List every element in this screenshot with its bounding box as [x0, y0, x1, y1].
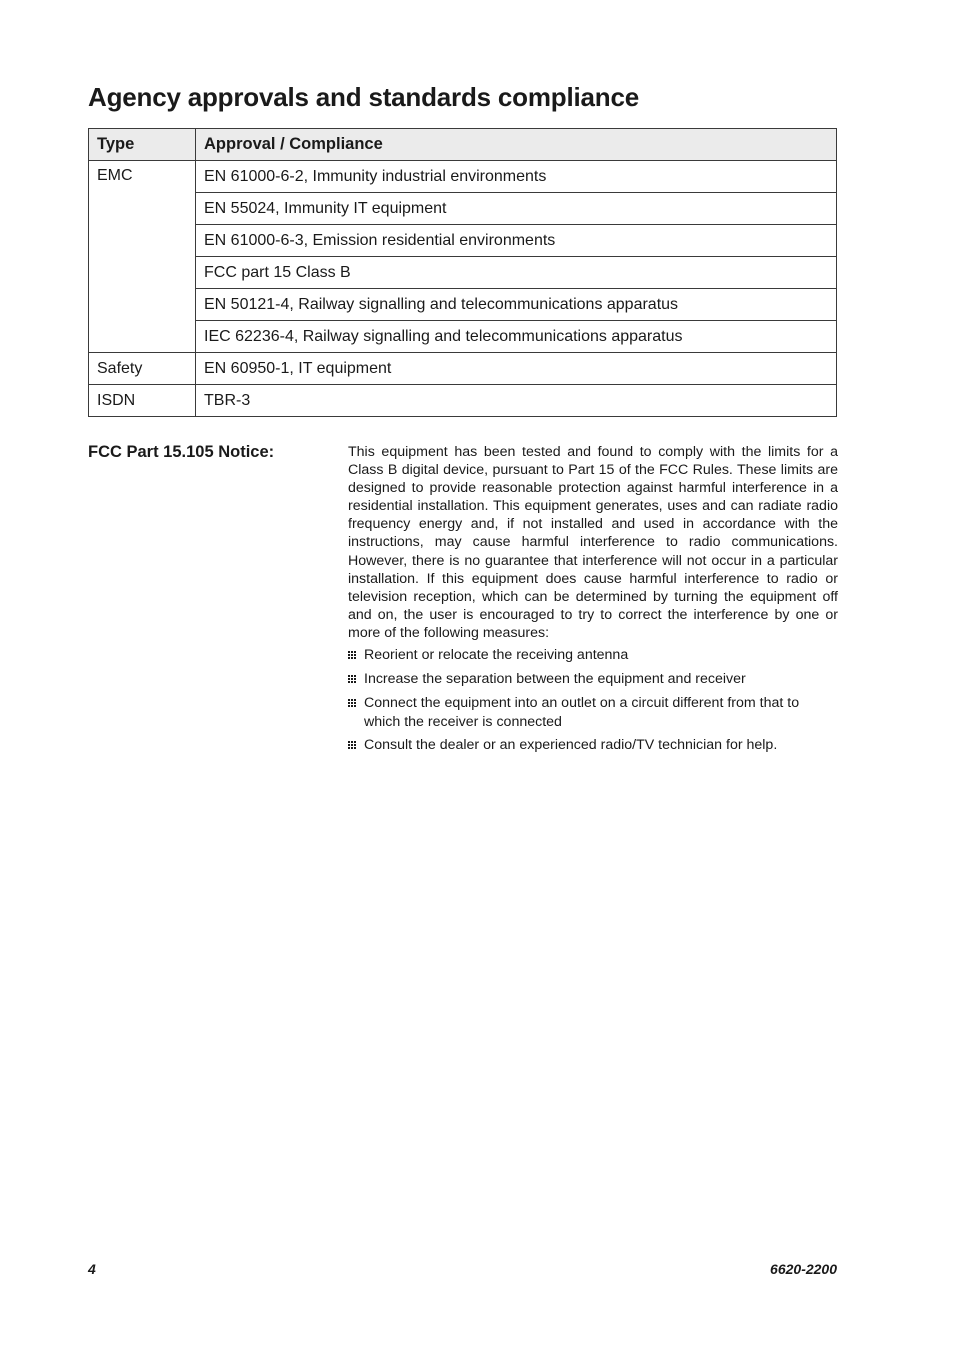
approval-cell: EN 61000-6-2, Immunity industrial environments — [196, 161, 837, 193]
type-cell-safety: Safety — [89, 353, 196, 385]
grid-dots-icon — [348, 741, 357, 750]
table-row — [89, 193, 837, 225]
list-item — [348, 694, 838, 732]
approval-cell: EN 50121-4, Railway signalling and telecommunications apparatus — [196, 289, 837, 321]
approval-cell: EN 60950-1, IT equipment — [196, 353, 837, 385]
approval-cell: EN 61000-6-3, Emission residential environments — [196, 225, 837, 257]
notice-heading: FCC Part 15.105 Notice: — [88, 443, 275, 461]
table-row — [89, 257, 837, 289]
measure-text: Increase the separation between the equipment and receiver — [364, 670, 746, 687]
measure-text: Consult the dealer or an experienced radio/TV technician for help. — [364, 737, 778, 754]
table-row — [89, 225, 837, 257]
table-row — [89, 289, 837, 321]
page-title: Agency approvals and standards compliance — [88, 82, 639, 112]
footer-page-number: 4 — [88, 1261, 96, 1277]
grid-dots-icon — [348, 651, 357, 660]
list-item — [348, 646, 838, 665]
table-row — [89, 385, 837, 417]
approval-cell: IEC 62236-4, Railway signalling and telecommunications apparatus — [196, 321, 837, 353]
notice-paragraph: This equipment has been tested and found to comply with the limits for a Class B digital device, pursuant to Part 15 of the FCC Rules. These limits are designed to provide reasonable protection against harmful interference in a residential installation. This equipment generates, uses and can radiate radio frequency energy and, if not installed and used in accordance with the instructions, may cause harmful interference to radio communications. However, there is no guarantee that interference will not occur in a particular installation. If this equipment does cause harmful interference to radio or television reception, which can be determined by turning the equipment off and on, the user is encouraged to try to correct the interference by one or more of the following measures: — [348, 444, 838, 641]
approval-cell: EN 55024, Immunity IT equipment — [196, 193, 837, 225]
measures-list — [348, 646, 838, 755]
grid-dots-icon — [348, 675, 357, 684]
grid-dots-icon — [348, 699, 357, 708]
type-cell-isdn: ISDN — [89, 385, 196, 417]
compliance-table — [88, 128, 837, 417]
approval-cell: FCC part 15 Class B — [196, 257, 837, 289]
header-type: Type — [89, 129, 196, 161]
header-approval: Approval / Compliance — [196, 129, 837, 161]
measure-text: Reorient or relocate the receiving antenna — [364, 647, 629, 664]
measure-text: Connect the equipment into an outlet on a circuit different from that to which the receiver is connected — [364, 694, 800, 730]
table-row — [89, 353, 837, 385]
notice-body — [348, 443, 838, 760]
table-header-row — [89, 129, 837, 161]
list-item — [348, 736, 838, 755]
footer-document-number: 6620-2200 — [770, 1261, 837, 1277]
table-row — [89, 321, 837, 353]
list-item — [348, 670, 838, 689]
type-cell-emc: EMC — [89, 161, 196, 353]
approval-cell: TBR-3 — [196, 385, 837, 417]
table-row — [89, 161, 837, 193]
